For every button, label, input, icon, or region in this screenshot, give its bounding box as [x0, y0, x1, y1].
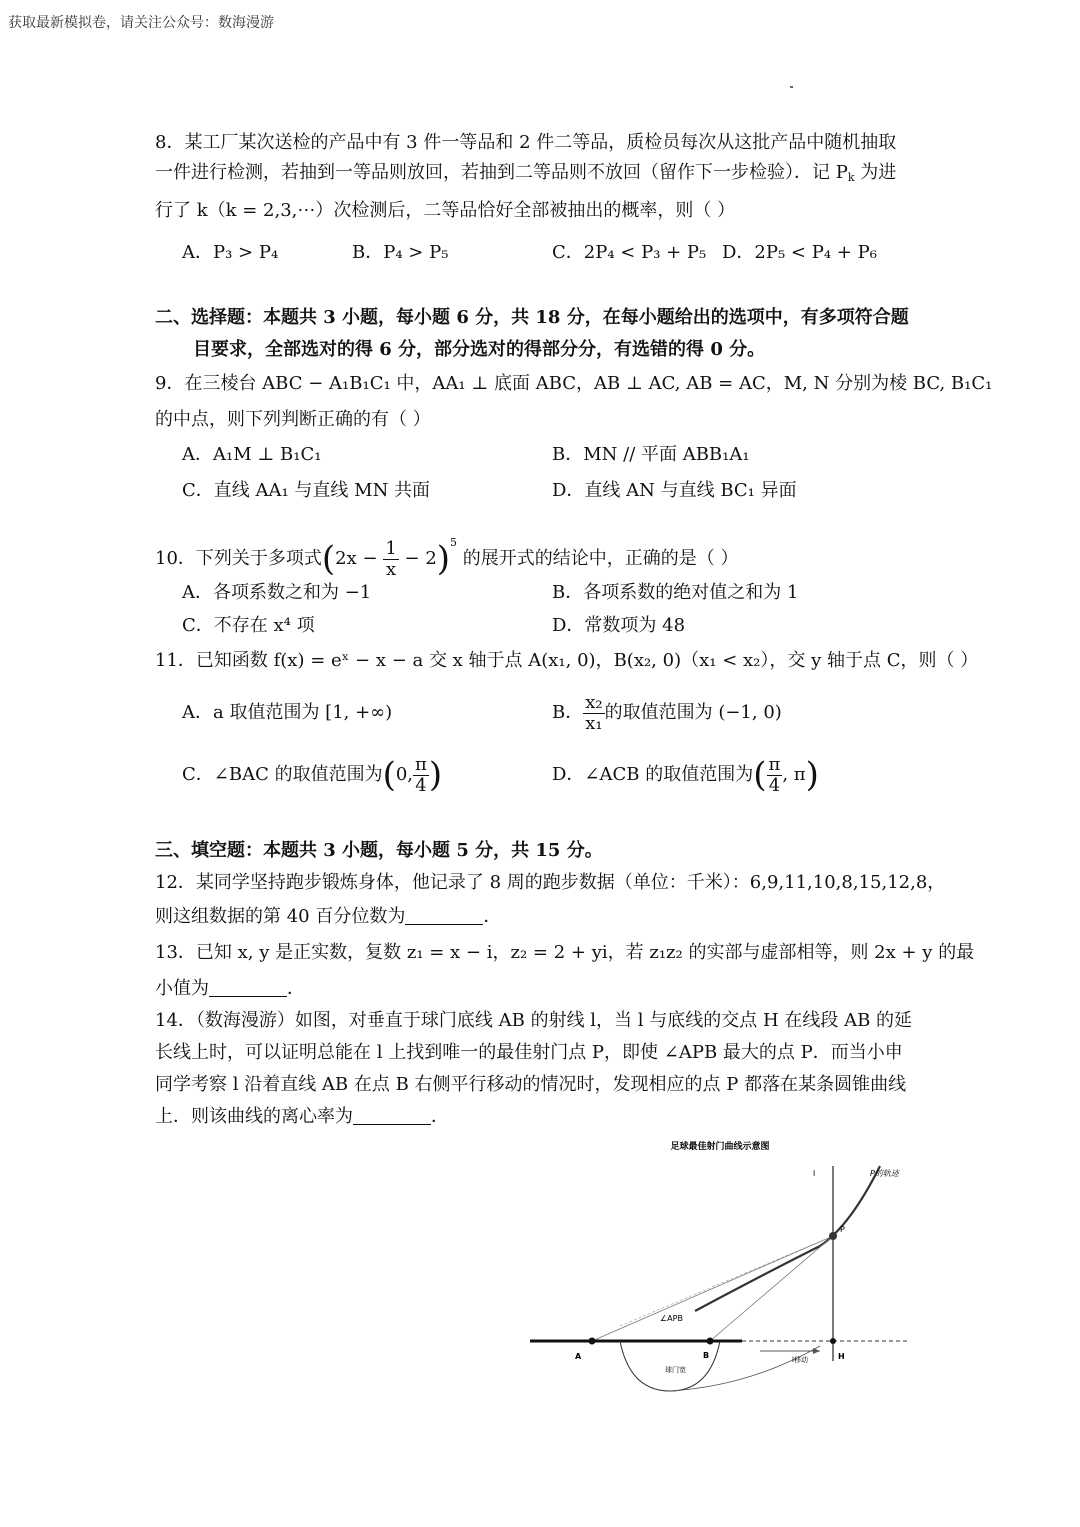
section2-heading: 二、选择题：本题共 3 小题，每小题 6 分，共 18 分，在每小题给出的选项中，有多项符合题	[155, 307, 909, 328]
line-bp	[710, 1236, 833, 1341]
q11-option-a: A．a 取值范围为 [1, +∞)	[182, 702, 393, 723]
q8-line-2: 一件进行检测，若抽到一等品则放回，若抽到二等品则不放回（留作下一步检验）．记 $P_k$ 为进	[155, 162, 897, 184]
q8-option-a: A．P₃ > P₄	[182, 242, 279, 263]
q9-line-1: 9．在三棱台 ABC − A₁B₁C₁ 中，AA₁ ⊥ 底面 ABC，AB ⊥ AC, AB = AC，M, N 分别为棱 BC, B₁C₁	[155, 373, 993, 394]
answer-blank	[405, 906, 483, 925]
q13-line-2: 小值为 ．	[155, 978, 305, 999]
label-goal-width: 球门宽	[665, 1366, 686, 1374]
point-a	[589, 1338, 596, 1345]
q9-option-b: B．MN // 平面 ABB₁A₁	[552, 444, 750, 465]
q9-option-d: D．直线 AN 与直线 BC₁ 异面	[552, 480, 797, 501]
q12-line-2: 则这组数据的第 40 百分位数为 ．	[155, 906, 502, 927]
q10-option-c: C．不存在 x⁴ 项	[182, 615, 315, 636]
q8-line-1: 8．某工厂某次送检的产品中有 3 件一等品和 2 件二等品，质检员每次从这批产品中随机抽取	[155, 132, 897, 153]
label-l: l	[813, 1169, 816, 1178]
q12-line-1: 12．某同学坚持跑步锻炼身体，他记录了 8 周的跑步数据（单位：千米）：6,9,11,10,8,15,12,8，	[155, 872, 946, 893]
q10-line-1: 10．下列关于多项式(2x − $\frac{1}{x}$ − 2)$^5$ 的展开式的结论中，正确的是（ ）	[155, 536, 739, 580]
q9-option-a: A．A₁M ⊥ B₁C₁	[182, 444, 322, 465]
line-ap	[592, 1236, 833, 1341]
section2-heading-cont: 目要求，全部选对的得 6 分，部分选对的得部分分，有选错的得 0 分。	[193, 339, 766, 360]
move-arc	[670, 1346, 820, 1391]
arrow-head	[813, 1348, 820, 1354]
label-h: H	[838, 1352, 845, 1361]
q13-line-1: 13．已知 x, y 是正实数，复数 z₁ = x − i，z₂ = 2 + yi，若 z₁z₂ 的实部与虚部相等，则 2x + y 的最	[155, 942, 975, 963]
page-header: 获取最新模拟卷，请关注公众号：数海漫游	[8, 15, 274, 31]
q14-line-4: 上．则该曲线的离心率为 ．	[155, 1106, 449, 1127]
q9-line-2: 的中点，则下列判断正确的有（ ）	[155, 409, 431, 430]
label-angle: ∠APB	[660, 1314, 683, 1323]
q11-option-d: D．∠ACB 的取值范围为( $\frac{\pi}{4}$ , π)	[552, 753, 819, 796]
point-b	[707, 1338, 714, 1345]
label-p: P	[840, 1225, 845, 1234]
q10-option-a: A．各项系数之和为 −1	[182, 582, 372, 603]
p-trajectory	[695, 1166, 880, 1311]
q14-line-3: 同学考察 l 沿着直线 AB 在点 B 右侧平行移动的情况时，发现相应的点 P 都落在某条圆锥曲线	[155, 1074, 907, 1095]
football-shot-figure	[520, 1136, 920, 1396]
scan-dot	[790, 86, 793, 88]
label-trajectory: P的轨迹	[870, 1169, 899, 1178]
q11-option-b: B． $\frac{\text{x₂}}{\text{x₁}}$ 的取值范围为 (−1, 0)	[552, 691, 782, 734]
q14-line-1: 14．（数海漫游）如图，对垂直于球门底线 AB 的射线 l，当 l 与底线的交点 H 在线段 AB 的延	[155, 1010, 913, 1031]
q8-option-d: D．2P₅ < P₄ + P₆	[722, 242, 877, 263]
q8-line-3: 行了 k（k = 2,3,⋯）次检测后，二等品恰好全部被抽出的概率，则（ ）	[155, 200, 736, 221]
label-b: B	[703, 1351, 710, 1360]
figure-title: 足球最佳射门曲线示意图	[670, 1142, 770, 1152]
q10-option-b: B．各项系数的绝对值之和为 1	[552, 582, 799, 603]
q9-option-c: C．直线 AA₁ 与直线 MN 共面	[182, 480, 431, 501]
section3-heading: 三、填空题：本题共 3 小题，每小题 5 分，共 15 分。	[155, 840, 603, 861]
point-h	[830, 1338, 836, 1344]
q8-option-b: B．P₄ > P₅	[352, 242, 449, 263]
q10-option-d: D．常数项为 48	[552, 615, 686, 636]
q8-option-c: C．2P₄ < P₃ + P₅	[552, 242, 707, 263]
answer-blank	[353, 1106, 431, 1125]
q11-option-c: C．∠BAC 的取值范围为(0, $\frac{\pi}{4}$ )	[182, 753, 443, 796]
label-move: l移动	[792, 1356, 808, 1364]
q11-line-1: 11．已知函数 f(x) = eˣ − x − a 交 x 轴于点 A(x₁, 0)，B(x₂, 0)（x₁ < x₂），交 y 轴于点 C，则（ ）	[155, 650, 979, 671]
aux-line	[620, 1236, 833, 1326]
q14-line-2: 长线上时，可以证明总能在 l 上找到唯一的最佳射门点 P，即使 ∠APB 最大的点 P．而当小申	[155, 1042, 903, 1063]
label-a: A	[575, 1352, 582, 1361]
point-p	[829, 1232, 837, 1240]
answer-blank	[209, 978, 287, 997]
